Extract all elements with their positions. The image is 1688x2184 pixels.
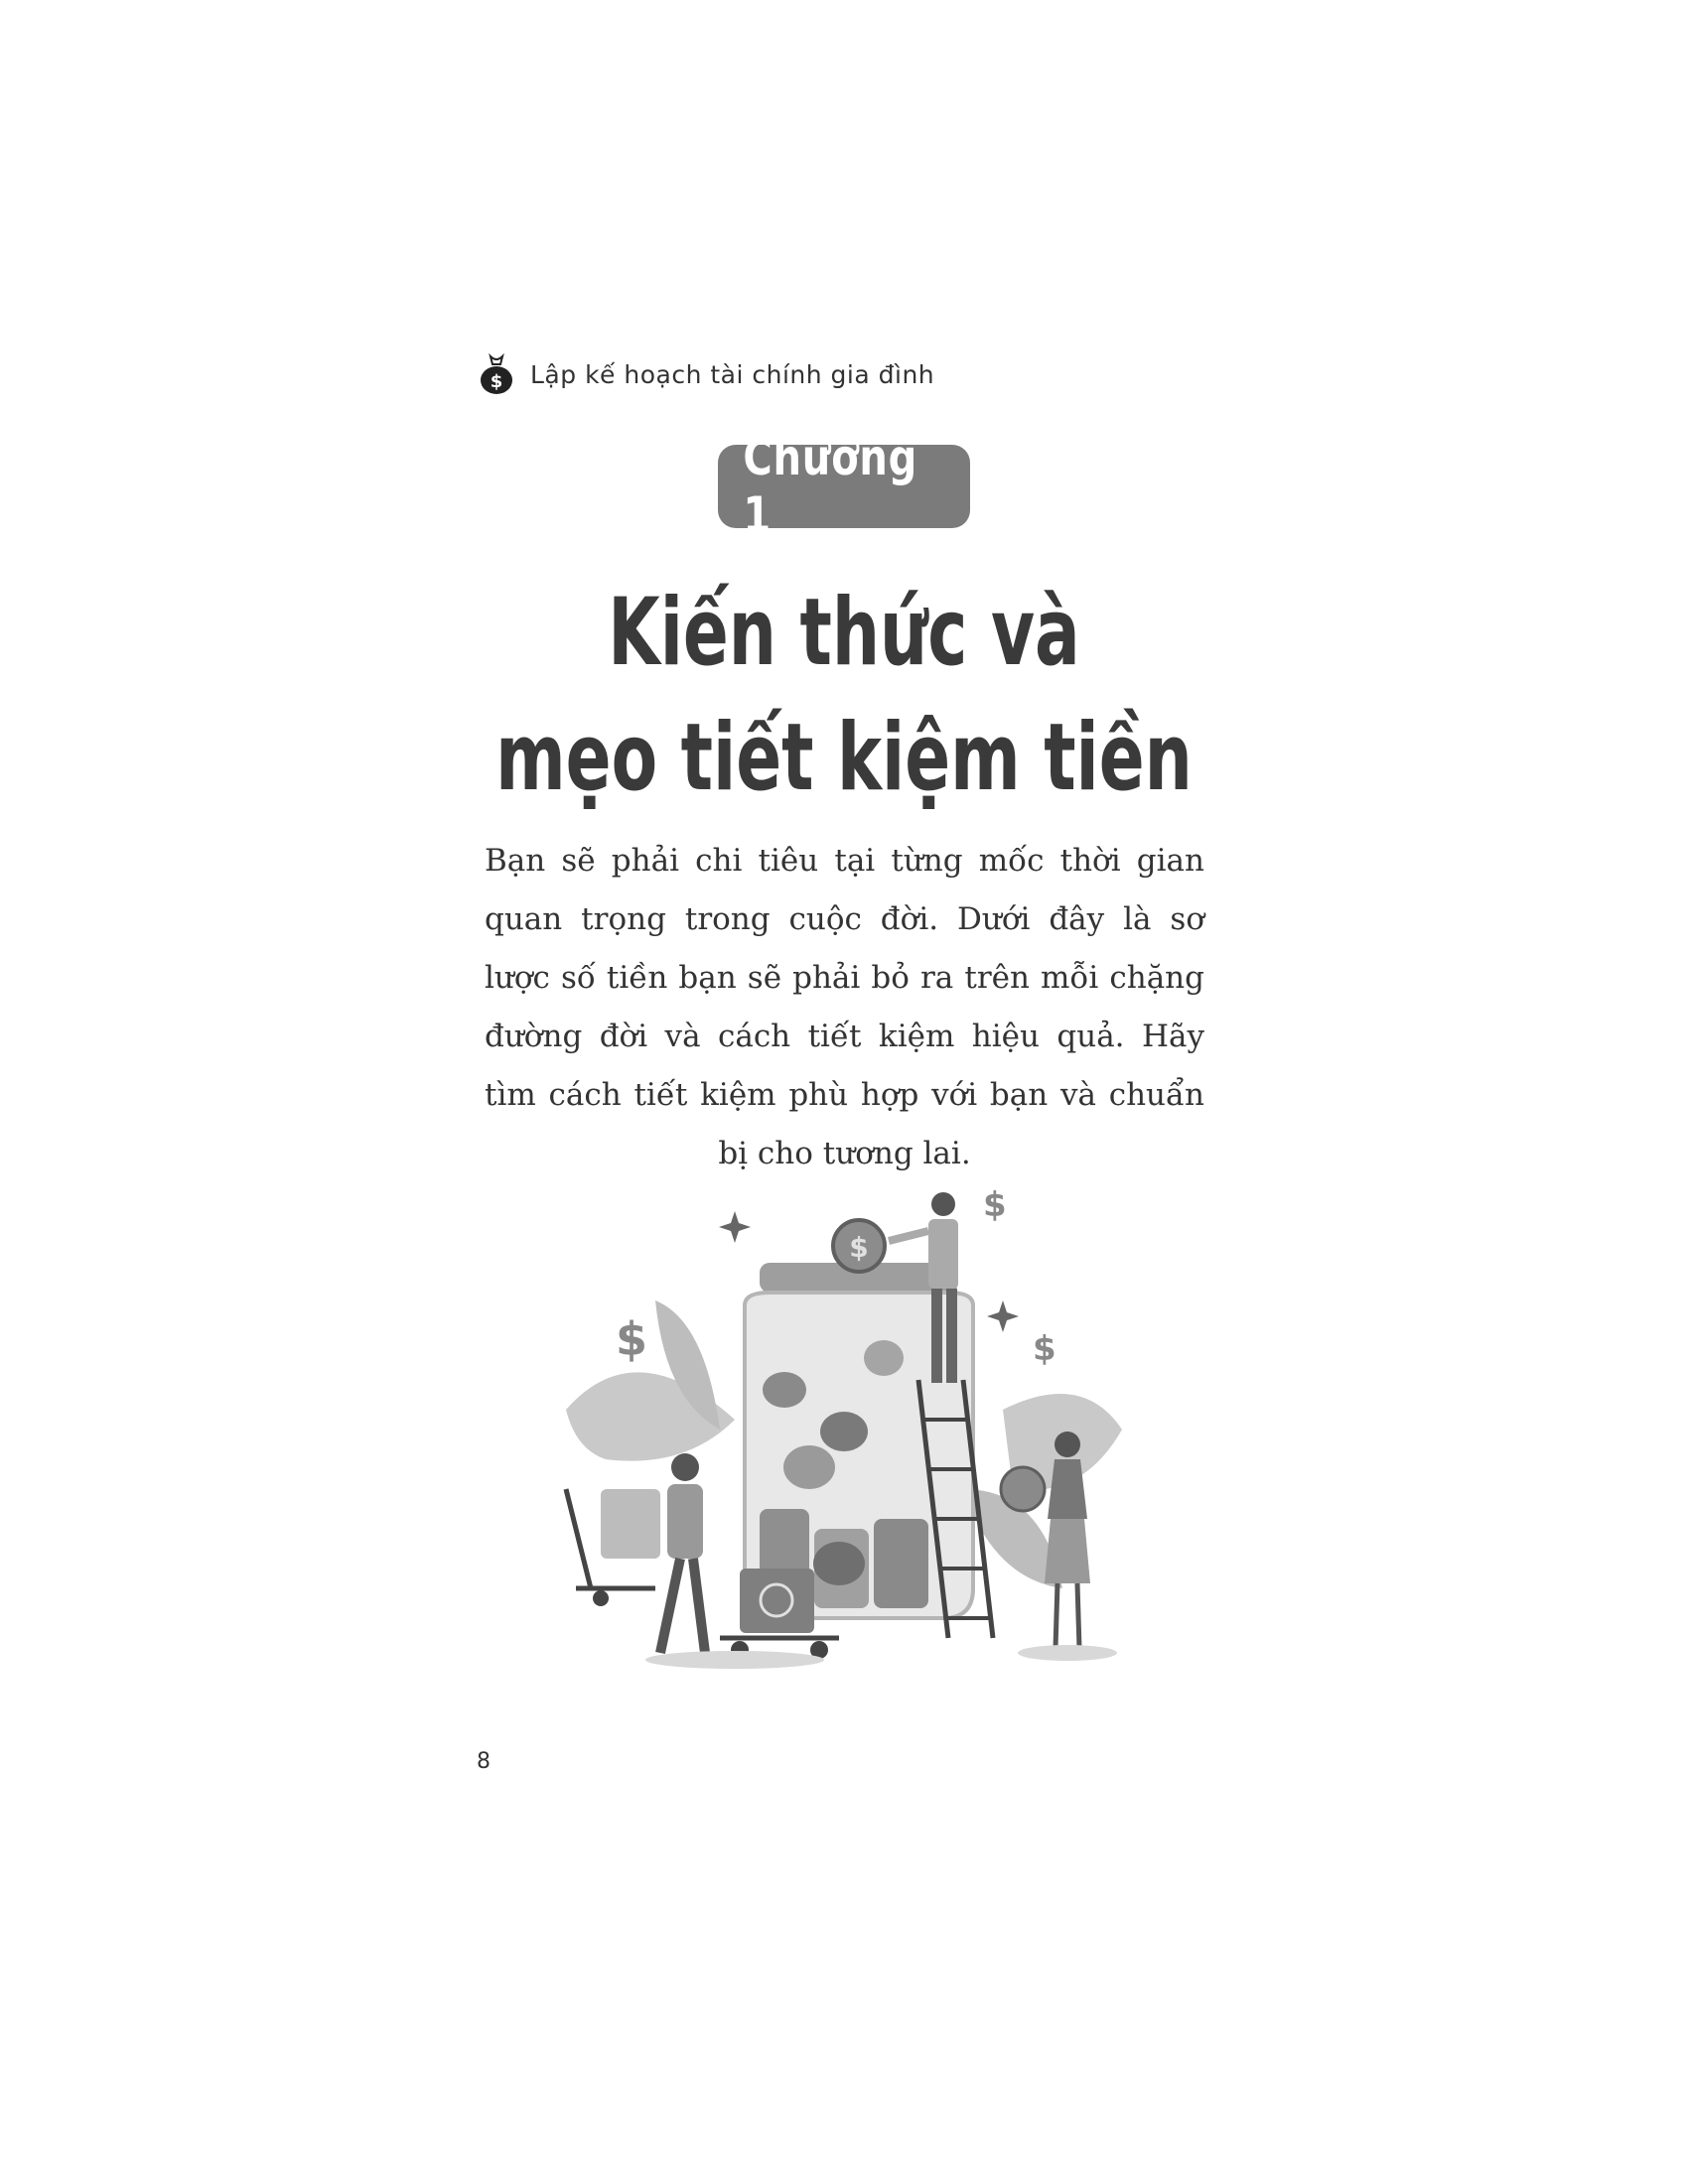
chapter-badge-row [0, 429, 1688, 544]
svg-text:$: $ [983, 1185, 1007, 1225]
chapter-title-line-2: mẹo tiết kiệm tiền [495, 704, 1193, 812]
intro-paragraph: Bạn sẽ phải chi tiêu tại từng mốc thời gian quan trọng trong cuộc đời. Dưới đây là sơ lược số tiền bạn sẽ phải bỏ ra trên mỗi chặng đường đời và cách tiết kiệm hiệu quả. Hãy tìm cách tiết kiệm phù hợp với bạn và chuẩn bị cho tương lai. [485, 843, 1204, 1171]
svg-text:$: $ [849, 1231, 869, 1264]
savings-jar-illustration [546, 1171, 1162, 1707]
page-number: 8 [477, 1749, 491, 1774]
running-header [477, 352, 934, 396]
chapter-title-line-1: Kiến thức và [608, 579, 1080, 687]
svg-text:$: $ [616, 1312, 648, 1366]
chapter-title [0, 571, 1688, 821]
chapter-label: Chương 1 [743, 429, 918, 544]
svg-text:$: $ [1033, 1329, 1056, 1369]
chapter-badge [718, 429, 970, 544]
svg-text:$: $ [490, 371, 503, 392]
money-bag-icon [477, 352, 516, 396]
running-header-title: Lập kế hoạch tài chính gia đình [530, 359, 935, 389]
